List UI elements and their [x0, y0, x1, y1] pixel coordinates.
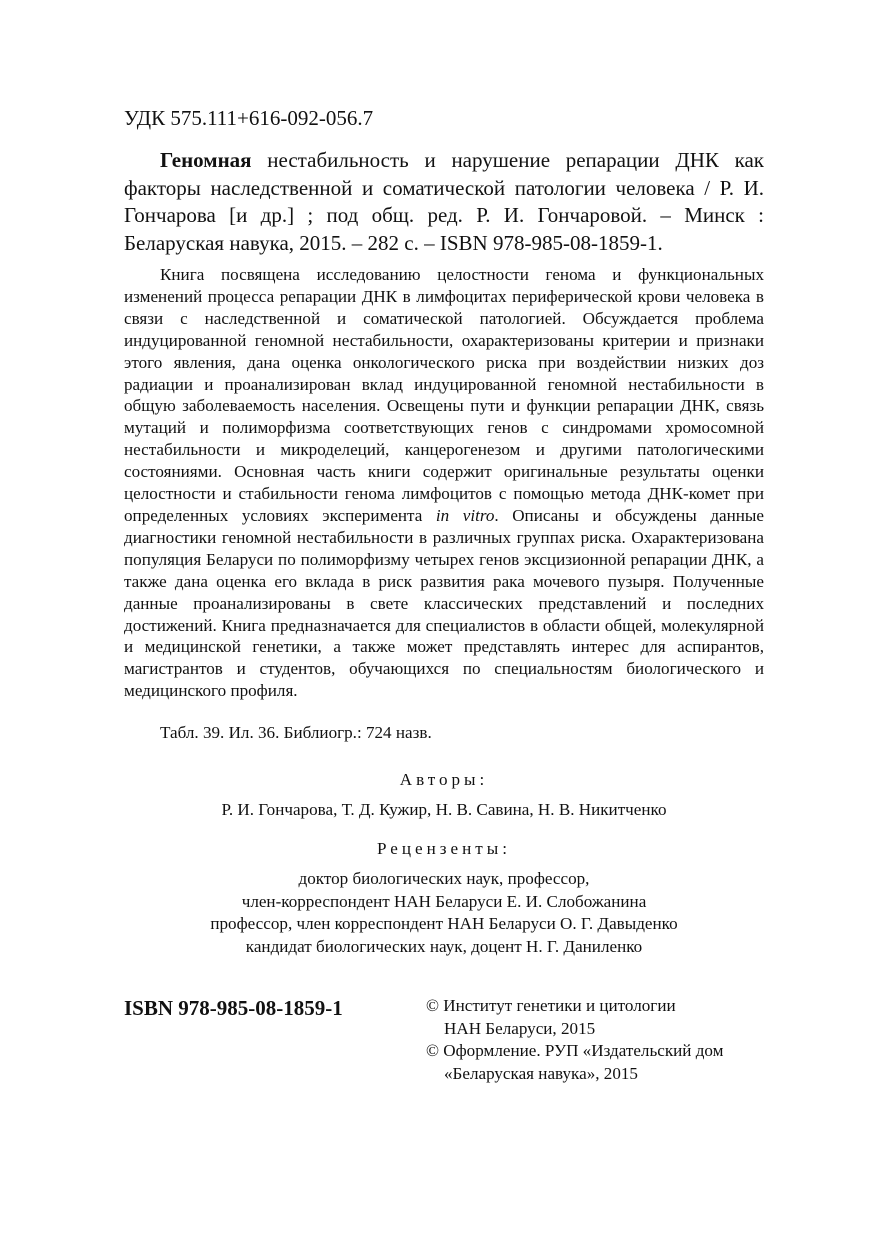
copyright-line: НАН Беларуси, 2015 — [444, 1018, 596, 1038]
bibliographic-description — [124, 147, 764, 257]
abstract-part1: Книга посвящена исследованию целостности генома и функциональных изменений процесса репарации ДНК в лимфоцитах периферической крови человека в связи с наследственной и соматической патологией. Обсуждается проблема индуцированной геномной нестабильности, охарактеризованы критерии и признаки этого явления, дана оценка онкологического риска при воздействии низких доз радиации и проанализирован вклад индуцированной геномной нестабильности в общую заболеваемость населения. Освещены пути и функции репарации ДНК, связь мутаций и полиморфизма соответствующих генов с синдромами хромосомной нестабильности и микроделеций, канцерогенезом и другими патологическими состояниями. Основная часть книги содержит оригинальные результаты оценки целостности и стабильности генома лимфоцитов с помощью метода ДНК-комет при определенных условиях эксперимента — [124, 265, 764, 525]
authors-names: Р. И. Гончарова, Т. Д. Кужир, Н. В. Савина, Н. В. Никитченко — [221, 800, 667, 819]
reviewers-list — [124, 868, 764, 958]
copyright-line: «Беларуская навука», 2015 — [444, 1063, 638, 1083]
reviewer-line: профессор, член корреспондент НАН Беларуси О. Г. Давыденко — [210, 914, 678, 933]
isbn: ISBN 978-985-08-1859-1 — [124, 996, 343, 1020]
abstract-part2: . Описаны и обсуждены данные диагностики геномной нестабильности в различных группах риска. Охарактеризована популяция Беларуси по полиморфизму четырех генов эксцизионной репарации ДНК, а также дана оценка его вклада в риск развития рака мочевого пузыря. Полученные данные проанализированы в свете классических представлений и последних достижений. Книга предназначается для специалистов в области общей, молекулярной и медицинской генетики, а также может представлять интерес для аспирантов, магистрантов и студентов, обучающихся по специальностям биологического и медицинского профиля. — [124, 505, 764, 701]
copyright-line: © Оформление. РУП «Издательский дом — [426, 1041, 724, 1061]
tables-illustrations-count: Табл. 39. Ил. 36. Библиогр.: 724 назв. — [160, 723, 432, 742]
reviewer-line: член-корреспондент НАН Беларуси Е. И. Слобожанина — [241, 891, 647, 911]
copyright-block — [426, 995, 723, 1085]
udk-code: УДК 575.111+616-092-056.7 — [124, 106, 374, 130]
title-bold-word: Геномная — [160, 148, 252, 172]
abstract — [124, 264, 764, 702]
abstract-italic-term: in vitro — [435, 505, 495, 525]
bibliographic-rest: нестабильность и нарушение репарации ДНК как факторы наследственной и соматической патологии человека / Р. И. Гончарова [и др.] ; под общ. ред. Р. И. Гончаровой. – Минск : Беларуская навука, 2015. – 282 с. – ISBN 978-985-08-1859-1. — [124, 148, 765, 255]
copyright-line: © Институт генетики и цитологии — [426, 996, 676, 1015]
reviewer-line: кандидат биологических наук, доцент Н. Г. Даниленко — [245, 936, 643, 956]
reviewer-line: доктор биологических наук, профессор, — [298, 869, 590, 888]
reviewers-heading: Рецензенты: — [377, 839, 511, 858]
authors-heading: Авторы: — [399, 770, 489, 789]
